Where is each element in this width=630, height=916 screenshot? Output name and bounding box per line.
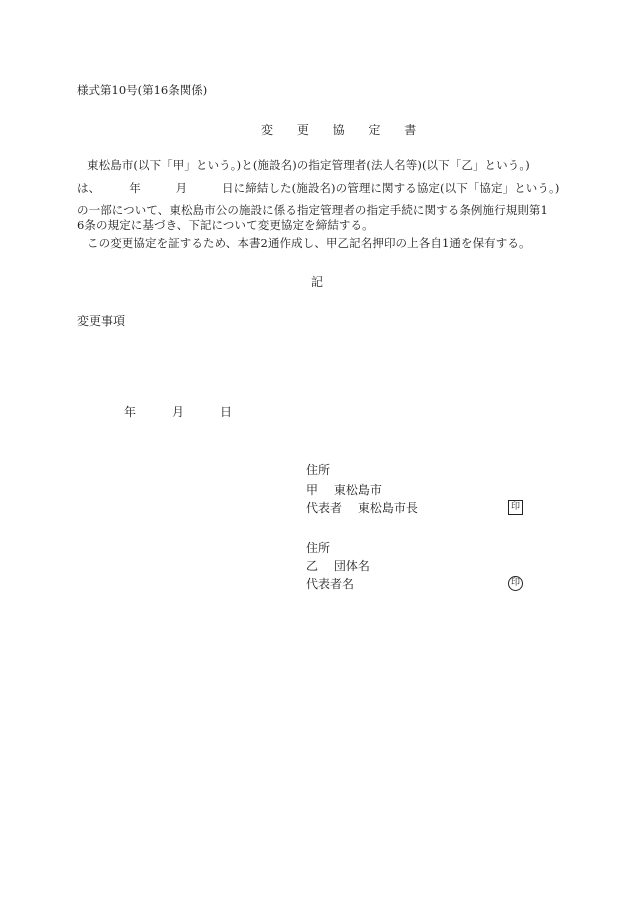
body-line-1: 東松島市(以下「甲」という。)と(施設名)の指定管理者(法人名等)(以下「乙」という。) <box>87 158 530 172</box>
party-a-representative: 代表者 東松島市長 <box>306 501 418 515</box>
form-number: 様式第10号(第16条関係) <box>77 83 208 97</box>
body-line-5: この変更協定を証するため、本書2通作成し、甲乙記名押印の上各自1通を保有する。 <box>87 236 531 250</box>
body-line-2: は、 年 月 日に締結した(施設名)の管理に関する協定(以下「協定」という。) <box>77 181 560 195</box>
body-line-3: の一部について、東松島市公の施設に係る指定管理者の指定手続に関する条例施行規則第1 <box>77 203 548 217</box>
date-line: 年 月 日 <box>124 405 233 419</box>
changes-label: 変更事項 <box>77 314 126 328</box>
seal-square-icon: 印 <box>508 500 523 515</box>
party-b-address-label: 住所 <box>306 541 331 555</box>
ki-heading: 記 <box>311 275 324 289</box>
party-a-address-label: 住所 <box>306 463 331 477</box>
party-b-representative: 代表者名 <box>306 577 355 591</box>
party-a-name: 甲 東松島市 <box>306 483 382 497</box>
seal-round-icon: 印 <box>508 576 523 591</box>
party-b-name: 乙 団体名 <box>306 559 370 573</box>
document-title: 変 更 協 定 書 <box>261 123 427 137</box>
body-line-4: 6条の規定に基づき、下記について変更協定を締結する。 <box>77 218 374 232</box>
